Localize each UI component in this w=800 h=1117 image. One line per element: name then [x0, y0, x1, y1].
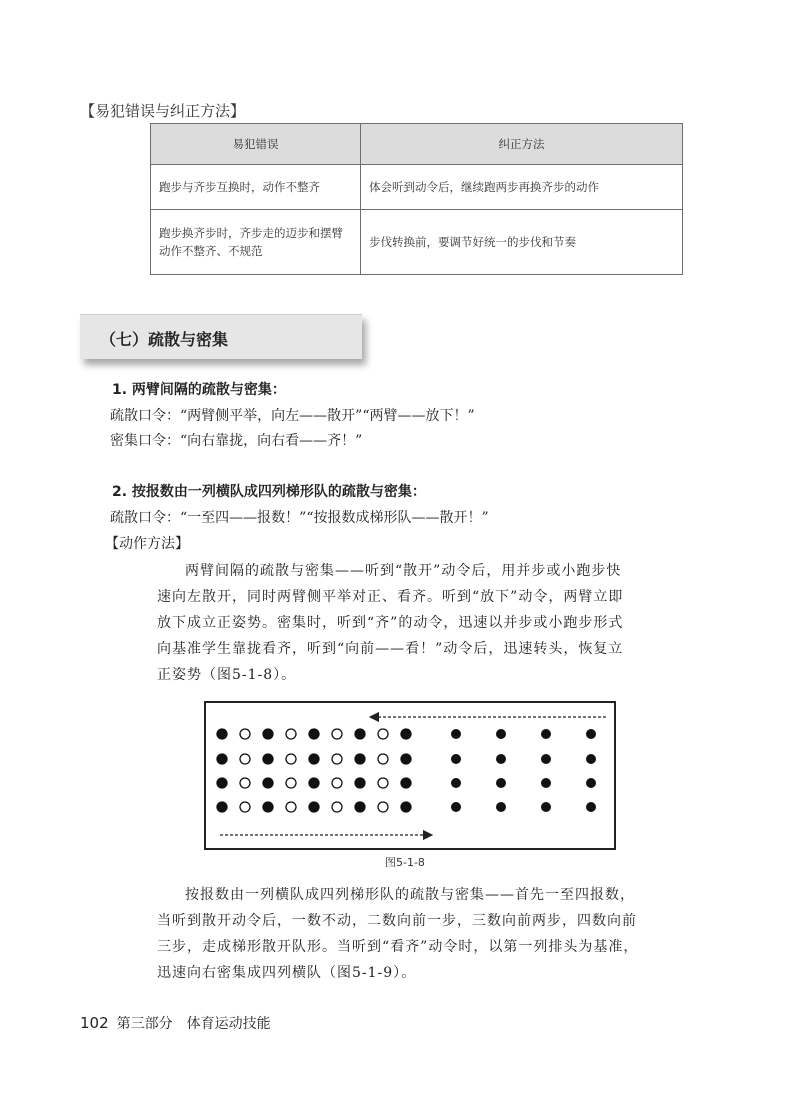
table-header-errors: 易犯错误: [151, 124, 361, 165]
filled-dot: [451, 754, 461, 764]
table-header-row: [151, 124, 683, 165]
formation-diagram: [206, 703, 614, 848]
filled-dot: [451, 778, 461, 788]
filled-dot: [586, 729, 596, 739]
section-heading-common-errors: 【易犯错误与纠正方法】: [80, 102, 246, 120]
figure-caption: 图5-1-8: [385, 856, 425, 869]
footer-text: 第三部分 体育运动技能: [116, 1016, 271, 1032]
para2-line: 三步，走成梯形散开队形。当听到“看齐”动令时，以第一列排头为基准，: [157, 939, 639, 955]
item1-heading: 1. 两臂间隔的疏散与密集：: [112, 382, 286, 398]
section-banner-title: （七）疏散与密集: [100, 330, 229, 349]
filled-dot: [309, 729, 319, 739]
method-heading: 【动作方法】: [105, 536, 189, 552]
filled-dot: [541, 778, 551, 788]
item1-line1: 疏散口令：“两臂侧平举，向左——散开”“两臂——放下！”: [110, 408, 475, 424]
filled-dot: [451, 729, 461, 739]
filled-dot: [586, 778, 596, 788]
page-number: 102: [80, 1014, 109, 1032]
filled-dot: [496, 778, 506, 788]
filled-dot: [309, 754, 319, 764]
page-footer: [80, 1013, 271, 1033]
filled-dot: [401, 778, 411, 788]
hollow-dot: [240, 778, 250, 788]
filled-dot: [263, 754, 273, 764]
table-header-corrections: 纠正方法: [361, 124, 683, 165]
filled-dot: [496, 754, 506, 764]
table-cell: 步伐转换前，要调节好统一的步伐和节奏: [361, 210, 683, 275]
filled-dot: [217, 778, 227, 788]
filled-dot: [401, 729, 411, 739]
hollow-dot: [332, 729, 342, 739]
table-cell: 跑步与齐步互换时，动作不整齐: [151, 165, 361, 210]
filled-dot: [263, 729, 273, 739]
hollow-dot: [332, 778, 342, 788]
para2-line: 当听到散开动令后，一数不动，二数向前一步，三数向前两步，四数向前: [157, 913, 637, 929]
hollow-dot: [378, 729, 388, 739]
filled-dot: [451, 802, 461, 812]
hollow-dot: [378, 778, 388, 788]
hollow-dot: [286, 729, 296, 739]
filled-dot: [496, 729, 506, 739]
filled-dot: [355, 754, 365, 764]
filled-dot: [217, 754, 227, 764]
method-line: 两臂间隔的疏散与密集——听到“散开”动令后，用并步或小跑步快: [185, 563, 622, 579]
filled-dot: [263, 802, 273, 812]
filled-dot: [309, 778, 319, 788]
filled-dot: [217, 729, 227, 739]
filled-dot: [355, 778, 365, 788]
method-line: 向基准学生靠拢看齐，听到“向前——看！”动令后，迅速转头，恢复立: [157, 641, 624, 657]
method-line: 正姿势（图5-1-8）。: [157, 667, 297, 683]
filled-dot: [586, 802, 596, 812]
table-cell: 跑步换齐步时，齐步走的迈步和摆臂动作不整齐、不规范: [151, 210, 361, 275]
filled-dot: [263, 778, 273, 788]
filled-dot: [401, 754, 411, 764]
table-row: [151, 165, 683, 210]
hollow-dot: [240, 754, 250, 764]
filled-dot: [541, 754, 551, 764]
filled-dot: [401, 802, 411, 812]
item1-line2: 密集口令：“向右靠拢，向右看——齐！”: [110, 433, 363, 449]
formation-figure: [204, 701, 616, 850]
filled-dot: [541, 729, 551, 739]
filled-dot: [217, 802, 227, 812]
hollow-dot: [332, 802, 342, 812]
hollow-dot: [332, 754, 342, 764]
para2-line: 按报数由一列横队成四列梯形队的疏散与密集——首先一至四报数，: [185, 887, 635, 903]
filled-dot: [496, 802, 506, 812]
item2-line1: 疏散口令：“一至四——报数！”“按报数成梯形队——散开！”: [110, 510, 489, 526]
hollow-dot: [240, 802, 250, 812]
hollow-dot: [286, 778, 296, 788]
hollow-dot: [378, 802, 388, 812]
filled-dot: [309, 802, 319, 812]
errors-table: [150, 123, 683, 275]
method-line: 速向左散开，同时两臂侧平举对正、看齐。听到“放下”动令，两臂立即: [157, 589, 624, 605]
table-cell: 体会听到动令后，继续跑两步再换齐步的动作: [361, 165, 683, 210]
method-line: 放下成立正姿势。密集时，听到“齐”的动令，迅速以并步或小跑步形式: [157, 615, 624, 631]
filled-dot: [541, 802, 551, 812]
filled-dot: [586, 754, 596, 764]
hollow-dot: [378, 754, 388, 764]
hollow-dot: [286, 802, 296, 812]
hollow-dot: [286, 754, 296, 764]
hollow-dot: [240, 729, 250, 739]
table-row: [151, 210, 683, 275]
filled-dot: [355, 729, 365, 739]
filled-dot: [355, 802, 365, 812]
para2-line: 迅速向右密集成四列横队（图5-1-9）。: [157, 965, 417, 981]
item2-heading: 2. 按报数由一列横队成四列梯形队的疏散与密集：: [112, 484, 426, 500]
